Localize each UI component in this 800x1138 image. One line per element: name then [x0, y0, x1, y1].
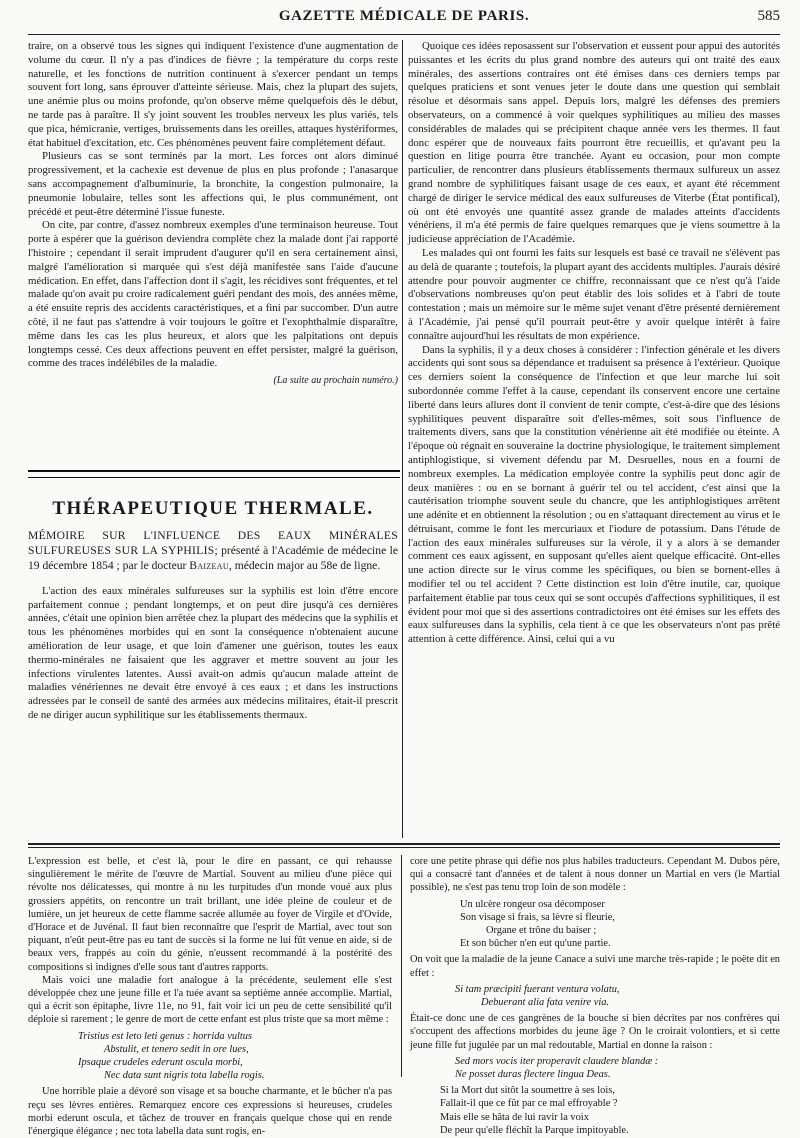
memoir-rank: , médecin major au 58e de ligne.: [228, 558, 381, 572]
page-number: 585: [757, 8, 780, 24]
verse-line: Si la Mort dut sitôt la soumettre à ses lois,: [440, 1085, 615, 1097]
french-verse: [410, 1084, 780, 1137]
page-header: [28, 6, 780, 30]
paragraph: Quoique ces idées reposassent sur l'observation et eussent pour appui des autorités puissantes et les écrits du plus grand nombre des auteurs qui ont traité des eaux minérales, des assertions contraires ont été émises dans ces derniers temps par quelques praticiens et sont venues jeter le doute dans une question qui semblait résolue et désormais sans appel. Depuis lors, malgré les défenses des premiers observateurs, on a commencé à voir quelques syphilitiques au milieu des masses considérables de malades qui se précipitent chaque année vers les thermes. Il faut donc espérer que de nouveaux faits pourront être recueillis, et qu'avant peu la question en litige pourra être tranchée. Ayant eu occasion, pour mon compte particulier, de rencontrer dans plusieurs établissements thermaux sulfureux un assez grand nombre de syphilitiques faisant usage de ces eaux, et ayant été récemment chargé de diriger le service médical des eaux sulfureuses de Viterbe (État pontifical), où ont été envoyés une quantité assez grande de malades atteints d'accidents vénériens, il m'a été permis de faire quelques remarques que je viens soumettre à la judicieuse appréciation de l'Académie.: [408, 40, 780, 246]
verse-line: Debuerant alia fata venire via.: [481, 997, 610, 1009]
verse-line: Fallait-il que ce fût par ce mal effroyable ?: [440, 1098, 618, 1110]
paragraph: Était-ce donc une de ces gangrènes de la bouche si bien décrites par nos confrères qui s'occupent des affections morbides du jeune âge ? On le croirait volontiers, et si cette jeune fille fut jugulée par un mal redoutable, Martial en donne la raison :: [410, 1013, 780, 1051]
section-title: THÉRAPEUTIQUE THERMALE.: [52, 498, 374, 519]
paragraph: core une petite phrase qui défie nos plus habiles traducteurs. Cependant M. Dubos père, qui a consacré tant d'années et de talent à nous donner un Martial en vers (le Martial possible), ne s'est pas tenu trop loin de son modèle :: [410, 856, 780, 894]
memoir-title: [28, 528, 398, 573]
paragraph: Une horrible plaie a dévoré son visage et sa bouche charmante, et le bûcher n'a pas reçu ses lèvres entières. Remarquez encore ces expressions si heureuses, crudeles morbi ederunt oscula, et tâchez de trouver en français quelque chose qui en rende l'énergique élégance ; nec tota labella data sunt rogis, en-: [28, 1086, 392, 1138]
verse-line: De peur qu'elle fléchît la Parque impitoyable.: [440, 1124, 629, 1136]
lower-right-column: [410, 855, 780, 1136]
paragraph: On cite, par contre, d'assez nombreux exemples d'une terminaison heureuse. Tout porte à espérer que la guérison deviendra complète chez la malade dont j'ai rapporté l'histoire ; cependant il serait imprudent d'augurer qu'il en sera certainement ainsi, malgré l'amélioration si marquée qui s'est déjà manifestée sans l'aide d'aucune médication. En effet, dans l'affection dont il s'agit, les récidives sont fréquentes, et tel malade qu'on avait pu croire radicalement guéri pendant des mois, des années même, a été ensuite repris des accidents caractéristiques, et a fini par succomber. D'un autre côté, il ne faut pas s'attendre à voir toujours le goître et l'exophthalmie disparaître, même dans les cas les plus heureux, et alors que les palpitations ont depuis longtemps cessé. Ces deux affections peuvent en effet persister, malgré la guérison, comme des traces indélébiles de la maladie.: [28, 219, 398, 370]
verse-line: Un ulcère rongeur osa décomposer: [460, 898, 605, 910]
paragraph: traire, on a observé tous les signes qui indiquent l'existence d'une augmentation de volume du cœur. Il n'y a pas d'indices de fièvre ; la température du corps reste naturelle, et les fonctions de nutrition continuent à s'exercer pendant un temps souvent fort long, sans éprouver d'atteinte sérieuse. Mais, chez la plupart des sujets, une anémie plus ou moins profonde, qu'on observe même quelquefois dès le début, ne tarde pas à paraître. Il s'y joint souvent les troubles nerveux les plus variés, tels que pica, hémicranie, vertiges, bruissements dans les oreilles, attaques hystériformes, état habituel d'excitation, etc. Ces phénomènes peuvent faire complétement défaut.: [28, 40, 398, 149]
upper-right-column: [408, 40, 780, 838]
paragraph: Mais voici une maladie fort analogue à la précédente, seulement elle s'est développée chez une jeune fille et l'a tuée avant sa septième année accomplie. Martial, qui a écrit son épitaphe, livre 11e, no 91, fait voir ici un peu de cette sensibilité qu'il déploie si rarement ; le genre de mort de cette enfant est plus triste que sa mort même :: [28, 974, 392, 1026]
verse-line: Ne posset duras flectere lingua Deas.: [455, 1069, 611, 1081]
verse-line: Organe et trône du baiser ;: [486, 925, 597, 937]
paragraph: Dans la syphilis, il y a deux choses à considérer : l'infection générale et les divers accidents qui sont sous sa dépendance et traduisent sa présence à l'extérieur. Quoique ces derniers soient la conséquence de l'infection et que leur marche lui soit subordonnée comme l'effet à la cause, cependant ils conservent encore une certaine liberté dans leurs allures dont il convient de tenir compte, c'est-à-dire que des lésions syphilitiques peuvent disparaître soit d'elles-mêmes, soit sous l'influence de traitements divers, sans que la constitution vénérienne ait été modifiée ou éteinte. A l'époque où régnait en souveraine la doctrine physiologique, le traitement simplement antiphlogistique, si vivement défendu par M. Desruelles, nous en a fourni de nombreux exemples. La médication employée contre la syphilis peut donc agir de deux manières : ou en se bornant à guérir tel ou tel accident, c'est ainsi que la cautérisation triomphe souvent seule du chancre, que les antiphlogistiques arrêtent une adénite et en obtiennent la résolution ; ou en s'attaquant directement au virus et le détruisant, comme le font les mercuriaux et l'iodure de potassium. Dans l'étude de l'action des eaux minérales sulfureuses sur la vérole, il y a alors à se demander comment ces eaux agissent, en supposant qu'elles aient quelque efficacité. Ont-elles une action directe sur le virus comme les spécifiques, ou bien se bornent-elles à modifier tel ou tel accident ? Cette distinction est loin d'être inutile, car, quoique parfaitement établie par tous ceux qui se sont occupés d'affections syphilitiques, il est évident pour moi que si des assertions contradictoires ont été émises sur les effets des eaux sulfureuses dans la syphilis, cela tient à ce que les observateurs n'ont pas prêté attention à cette différence. Ainsi, celui qui a vu: [408, 343, 780, 646]
verse-line: Mais elle se hâta de lui ravir la voix: [440, 1111, 589, 1123]
verse-line: Abstulit, et tenero sedit in ore lues,: [104, 1043, 249, 1055]
section-double-rule: [28, 470, 400, 478]
latin-verse: [410, 1055, 780, 1081]
verse-line: Ipsaque crudeles ederunt oscula morbi,: [78, 1057, 243, 1069]
verse-line: Tristius est leto leti genus : horrida vultus: [78, 1030, 253, 1042]
verse-line: Sed mors vocis iter properavit claudere blandæ :: [455, 1055, 659, 1067]
column-divider: [402, 40, 403, 838]
continuation-note: (La suite au prochain numéro.): [273, 375, 398, 387]
french-verse: [410, 898, 780, 951]
latin-verse: [410, 983, 780, 1009]
paragraph: L'expression est belle, et c'est là, pour le dire en passant, ce qui rehausse singulièrement le mérite de l'œuvre de Martial. Souvent au milieu d'une pièce qui révolte nos délicatesses, qui montre à nu les turpitudes d'un monde voué aux plus grossiers appétits, on rencontre un trait brillant, une idée pleine de couleur et de lumière, un jet heureux de cette flamme sacrée allumée au foyer de Virgile et d'Ovide, d'Horace et de Juvénal. Il faut bien reconnaître que l'esprit de Martial, avec tout son piquant, n'eût peut-être pas eu tant de succès si la forme ne lui fût venue en aide, si de beaux vers, frappés au coin du génie, n'eussent recommandé à la postérité des compositions si indignes d'elle sous tant d'autres rapports.: [28, 856, 392, 973]
lower-column-divider: [401, 855, 402, 1077]
paragraph: Plusieurs cas se sont terminés par la mort. Les forces ont alors diminué progressivement, et la cachexie est devenue de plus en plus profonde ; l'anasarque sans accompagnement d'albuminurie, la bronchite, la congestion pulmonaire, la pneumonie lobulaire, telles sont les affections qui, le plus communément, ont précédé et peut-être déterminé l'issue funeste.: [28, 150, 398, 218]
paragraph: L'action des eaux minérales sulfureuses sur la syphilis est loin d'être encore parfaitement connue ; pendant longtemps, et on peut dire jusqu'à ces dernières années, c'était une opinion bien arrêtée chez la plupart des médecins que la syphilis et tous les phénomènes morbides qui en sont la conséquence n'obtenaient aucune amélioration de leur usage, et que loin d'amener une guérison, toutes les eaux thermo-minérales ne faisaient que les aggraver et mettre souvent au jour les infections virulentes latentes. Aussi avait-on admis qu'aucun malade atteint de maladies vénériennes ne devait être envoyé à ces eaux ; et dans les instructions adressées par le conseil de santé des armées aux médecins militaires, était-il prescrit de ne diriger aucun syphilitique sur les établissements thermaux.: [28, 584, 398, 721]
header-rule: [28, 34, 780, 35]
verse-line: Si tam præcipiti fuerant ventura volatu,: [455, 983, 620, 995]
memoir-author: Baizeau: [189, 558, 229, 572]
journal-title: GAZETTE MÉDICALE DE PARIS.: [278, 8, 530, 24]
paragraph: On voit que la maladie de la jeune Canace a suivi une marche très-rapide ; le poëte dit en effet :: [410, 954, 780, 979]
verse-line: Et son bûcher n'en eut qu'une partie.: [460, 938, 611, 950]
latin-verse: [28, 1030, 392, 1083]
memoir-presented: ; présenté à l'Académie de médecine le 19 décembre 1854 ; par le docteur: [28, 543, 398, 572]
verse-line: Son visage si frais, sa lèvre si fleurie,: [460, 911, 615, 923]
verse-line: Nec data sunt nigris tota labella rogis.: [104, 1070, 265, 1082]
memoir-subject: MÉMOIRE SUR L'INFLUENCE DES EAUX MINÉRALES SULFUREUSES SUR LA SYPHILIS: [28, 528, 398, 557]
feuilleton-rule-bottom: [28, 847, 780, 848]
upper-left-column-cont: [28, 478, 398, 840]
lower-left-column: [28, 855, 392, 1138]
upper-left-column: [28, 40, 398, 440]
feuilleton-rule-top: [28, 843, 780, 845]
paragraph: Les malades qui ont fourni les faits sur lesquels est basé ce travail ne s'élèvent pas au delà de quarante ; toutefois, la plupart ayant des accidents multiples. J'aurais désiré attendre pour pouvoir augmenter ce chiffre, reconnaissant que ce n'est qu'à l'aide d'observations nombreuses qu'on peut établir des lois solides et à l'abri de toute contestation ; mais un mémoire sur le même sujet venant d'être présenté dernièrement à l'Académie, j'ai pensé qu'il pourrait peut-être y avoir quelque intérêt à faire connaître aujourd'hui les résultats de mon expérience.: [408, 246, 780, 342]
